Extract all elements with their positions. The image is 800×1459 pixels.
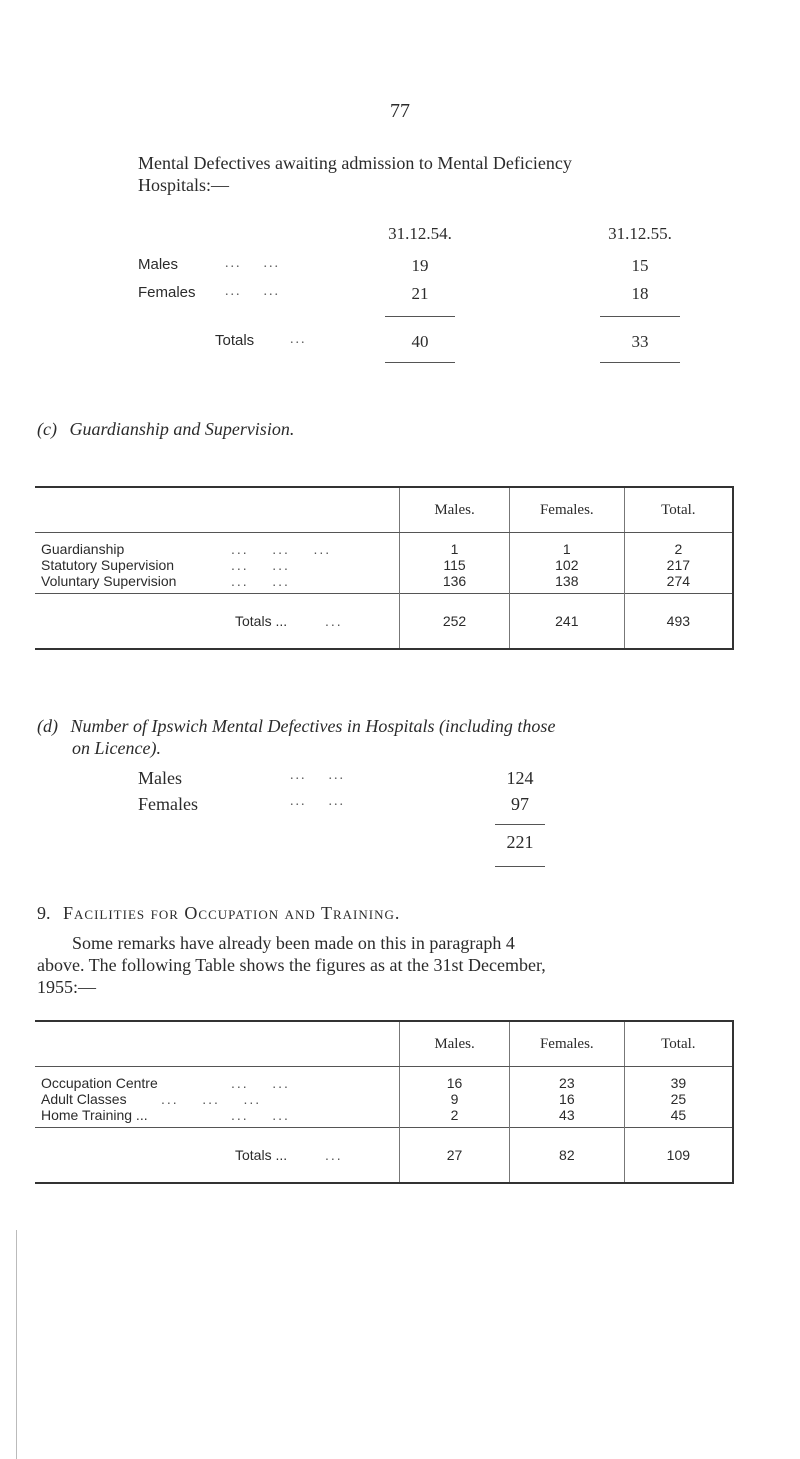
section-d-title-line2: on Licence). xyxy=(72,738,161,758)
occupation-centre-label: Occupation Centre xyxy=(41,1075,158,1091)
guardianship-header-males: Males. xyxy=(400,487,510,533)
hospital-females-dots: ... ... xyxy=(290,794,345,809)
home-training-total: 45 xyxy=(624,1107,733,1128)
row-females-1954: 21 xyxy=(411,284,429,303)
table-row xyxy=(35,557,733,573)
table-row xyxy=(35,1067,733,1092)
row-females-dots: ... ... xyxy=(225,284,280,299)
guardianship-header-females: Females. xyxy=(509,487,624,533)
hospital-subtotal-rule xyxy=(495,824,545,825)
home-training-females: 43 xyxy=(509,1107,624,1128)
hospital-females-value: 97 xyxy=(511,794,529,814)
table-row xyxy=(35,573,733,594)
adult-classes-females: 16 xyxy=(509,1091,624,1107)
occupation-centre-females: 23 xyxy=(509,1067,624,1092)
hospital-males-value: 124 xyxy=(506,768,534,788)
voluntary-row-dots: ... ... xyxy=(231,573,290,589)
row-totals-dots: ... xyxy=(290,332,307,347)
occupation-totals-males: 27 xyxy=(400,1128,510,1184)
row-males-1954: 19 xyxy=(411,256,429,275)
scan-edge-line xyxy=(16,1230,17,1459)
guardianship-header-blank xyxy=(35,487,400,533)
section-c-title: Guardianship and Supervision. xyxy=(69,419,295,439)
section-d-heading-line1 xyxy=(37,716,555,737)
statutory-row-males: 115 xyxy=(400,557,510,573)
section-9-title: Facilities for Occupation and Training. xyxy=(63,903,401,923)
table-row xyxy=(35,533,733,558)
occupation-header-blank xyxy=(35,1021,400,1067)
occupation-centre-males: 16 xyxy=(400,1067,510,1092)
subtotal-rule-1955 xyxy=(600,316,680,317)
occupation-centre-total: 39 xyxy=(624,1067,733,1092)
guardianship-row-label: Guardianship xyxy=(41,541,125,557)
table-row xyxy=(35,1107,733,1128)
total-rule-1955 xyxy=(600,362,680,363)
occupation-totals-dots: ... xyxy=(325,1147,343,1163)
section-9-heading xyxy=(37,903,400,924)
row-totals-1955: 33 xyxy=(631,332,649,351)
col-header-1954: 31.12.54. xyxy=(388,224,452,243)
section-9-para-line2: above. The following Table shows the figures as at the 31st December, xyxy=(37,955,546,975)
section-c-marker: (c) xyxy=(37,419,57,439)
guardianship-table xyxy=(35,486,734,650)
section-9-para-line1: Some remarks have already been made on this in paragraph 4 xyxy=(72,933,515,953)
statutory-row-label: Statutory Supervision xyxy=(41,557,175,573)
guardianship-totals-total: 493 xyxy=(624,594,733,650)
occupation-table xyxy=(35,1020,734,1184)
voluntary-row-males: 136 xyxy=(400,573,510,594)
hospital-total-rule xyxy=(495,866,545,867)
row-males-1955: 15 xyxy=(631,256,649,275)
table-row xyxy=(35,1128,733,1184)
hospital-males-label: Males xyxy=(138,768,182,788)
table-row xyxy=(35,1091,733,1107)
guardianship-row-total: 2 xyxy=(624,533,733,558)
page-number: 77 xyxy=(390,100,410,122)
voluntary-row-females: 138 xyxy=(509,573,624,594)
adult-classes-dots: ... ... ... xyxy=(161,1091,262,1107)
occupation-totals-females: 82 xyxy=(509,1128,624,1184)
occupation-centre-dots: ... ... xyxy=(231,1075,290,1091)
subtotal-rule-1954 xyxy=(385,316,455,317)
adult-classes-males: 9 xyxy=(400,1091,510,1107)
row-females-label: Females xyxy=(138,284,196,301)
guardianship-row-males: 1 xyxy=(400,533,510,558)
guardianship-totals-females: 241 xyxy=(509,594,624,650)
statutory-row-dots: ... ... xyxy=(231,557,290,573)
guardianship-totals-label: Totals ... xyxy=(235,613,288,629)
guardianship-totals-males: 252 xyxy=(400,594,510,650)
statutory-row-females: 102 xyxy=(509,557,624,573)
occupation-totals-total: 109 xyxy=(624,1128,733,1184)
total-rule-1954 xyxy=(385,362,455,363)
section-9-number: 9. xyxy=(37,903,51,923)
hospital-total-value: 221 xyxy=(506,832,534,852)
row-females-1955: 18 xyxy=(631,284,649,303)
adult-classes-total: 25 xyxy=(624,1091,733,1107)
row-males-label: Males xyxy=(138,256,179,273)
hospital-males-dots: ... ... xyxy=(290,768,345,783)
guardianship-totals-dots: ... xyxy=(325,613,343,629)
occupation-header-males: Males. xyxy=(400,1021,510,1067)
hospital-females-label: Females xyxy=(138,794,198,814)
voluntary-row-label: Voluntary Supervision xyxy=(41,573,177,589)
row-males-dots: ... ... xyxy=(225,256,280,271)
awaiting-admission-intro-line2: Hospitals:— xyxy=(138,175,230,195)
section-9-para-line3: 1955:— xyxy=(37,977,97,997)
guardianship-row-dots: ... ... ... xyxy=(231,541,332,557)
table-row xyxy=(35,594,733,650)
voluntary-row-total: 274 xyxy=(624,573,733,594)
home-training-dots: ... ... xyxy=(231,1107,290,1123)
guardianship-header-total: Total. xyxy=(624,487,733,533)
home-training-males: 2 xyxy=(400,1107,510,1128)
home-training-label: Home Training ... xyxy=(41,1107,148,1123)
adult-classes-label: Adult Classes xyxy=(41,1091,127,1107)
occupation-header-total: Total. xyxy=(624,1021,733,1067)
awaiting-admission-intro-line1: Mental Defectives awaiting admission to Mental Deficiency xyxy=(138,153,572,173)
occupation-totals-label: Totals ... xyxy=(235,1147,288,1163)
section-d-title-line1: Number of Ipswich Mental Defectives in Hospitals (including those xyxy=(70,716,556,736)
row-totals-label: Totals xyxy=(215,332,255,349)
row-totals-1954: 40 xyxy=(411,332,429,351)
guardianship-row-females: 1 xyxy=(509,533,624,558)
section-c-heading xyxy=(37,419,294,440)
section-d-marker: (d) xyxy=(37,716,58,736)
occupation-header-females: Females. xyxy=(509,1021,624,1067)
statutory-row-total: 217 xyxy=(624,557,733,573)
col-header-1955: 31.12.55. xyxy=(608,224,672,243)
